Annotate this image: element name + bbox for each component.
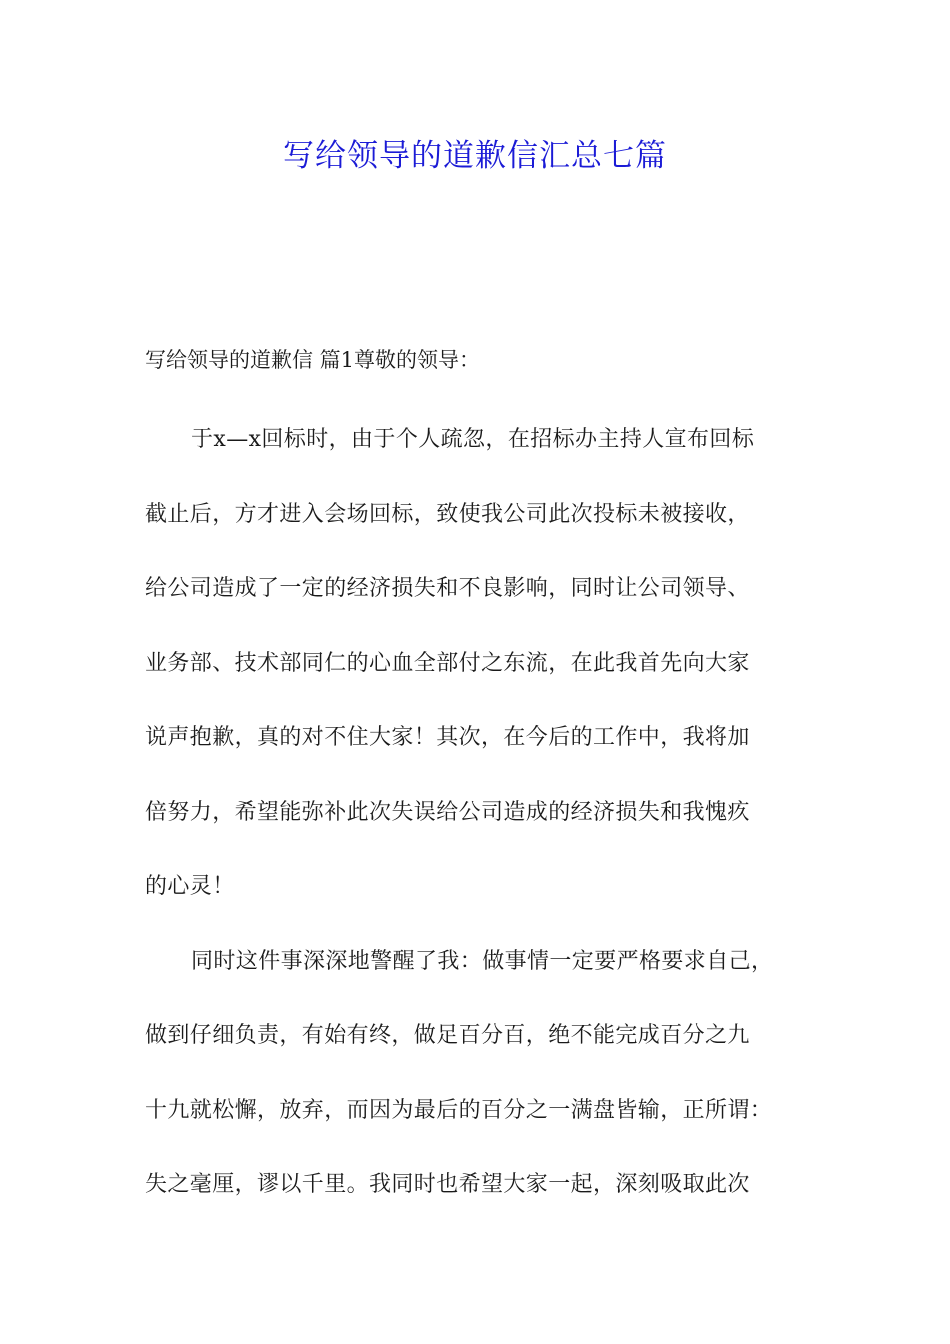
- paragraph-1-line-6: 倍努力，希望能弥补此次失误给公司造成的经济损失和我愧疚: [145, 800, 750, 825]
- paragraph-2-line-2: 做到仔细负责，有始有终，做足百分百，绝不能完成百分之九: [145, 1023, 750, 1048]
- paragraph-1-line-5: 说声抱歉，真的对不住大家！其次，在今后的工作中，我将加: [145, 725, 750, 750]
- paragraph-1-line-4: 业务部、技术部同仁的心血全部付之东流，在此我首先向大家: [145, 651, 750, 676]
- paragraph-2-line-1: 同时这件事深深地警醒了我：做事情一定要严格要求自己，: [191, 949, 774, 974]
- paragraph-2-line-4: 失之毫厘，谬以千里。我同时也希望大家一起，深刻吸取此次: [145, 1172, 750, 1197]
- paragraph-1-line-2: 截止后，方才进入会场回标，致使我公司此次投标未被接收，: [145, 502, 750, 527]
- paragraph-1-line-7: 的心灵！: [145, 874, 235, 899]
- paragraph-2-line-3: 十九就松懈，放弃，而因为最后的百分之一满盘皆输，正所谓：: [145, 1098, 773, 1123]
- document-title: 写给领导的道歉信汇总七篇: [283, 138, 667, 174]
- paragraph-1-line-1: 于x—x回标时，由于个人疏忽，在招标办主持人宣布回标: [191, 427, 755, 452]
- paragraph-1-line-3: 给公司造成了一定的经济损失和不良影响，同时让公司领导、: [145, 576, 750, 601]
- letter-heading: 写给领导的道歉信 篇1尊敬的领导：: [145, 348, 481, 372]
